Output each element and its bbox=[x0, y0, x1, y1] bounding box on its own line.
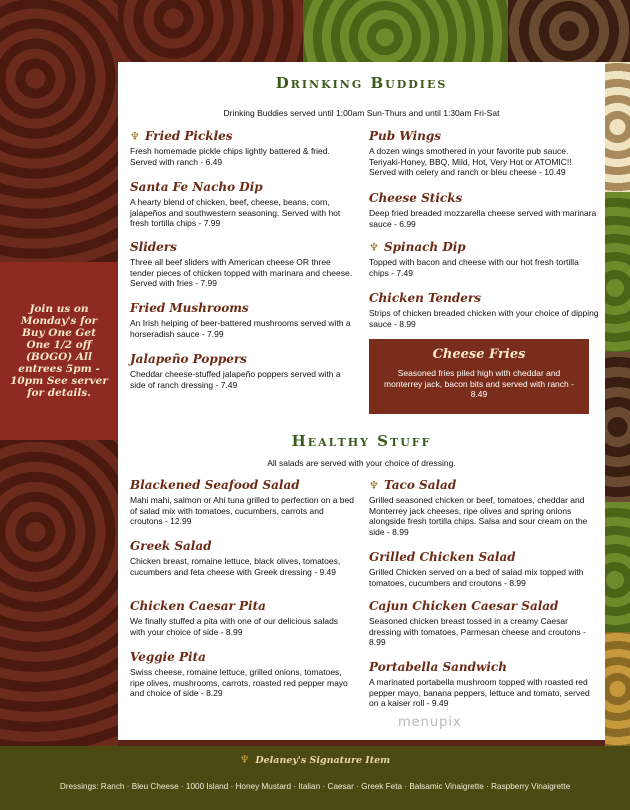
menu-item-greek-salad: Greek Salad Chicken breast, romaine lettuce, black olives, tomatoes, cucumbers and feta cheese with Greek dressing - 9.49 bbox=[130, 539, 341, 577]
bg-tile bbox=[303, 0, 508, 62]
drinking-buddies-title: Drinking Buddies bbox=[275, 74, 448, 92]
harp-icon: ♆ bbox=[130, 129, 140, 143]
menu-item-cheese-sticks: Cheese Sticks Deep fried breaded mozzarella cheese served with marinara sauce - 6.99 bbox=[369, 191, 597, 229]
menu-item-blackened-seafood-salad: Blackened Seafood Salad Mahi mahi, salmon or Ahi tuna grilled to perfection on a bed of salad mix with tomatoes, cucumbers, carrots and croutons - 12.99 bbox=[130, 478, 354, 526]
harp-icon: ♆ bbox=[239, 753, 250, 766]
menupix-watermark: menupix bbox=[398, 715, 462, 730]
bg-tile bbox=[605, 502, 630, 632]
bg-tile bbox=[605, 632, 630, 746]
harp-icon: ♆ bbox=[369, 478, 379, 492]
bg-tile bbox=[0, 0, 118, 262]
bg-tile bbox=[605, 352, 630, 502]
menu-item-veggie-pita: Veggie Pita Swiss cheese, romaine lettuce, grilled onions, tomatoes, ripe olives, mushrooms, carrots, roasted red pepper mayo and choice of side - 8.29 bbox=[130, 650, 348, 698]
menu-panel bbox=[118, 62, 605, 740]
feature-cheese-fries: Cheese Fries Seasoned fries piled high with cheddar and monterrey jack, bacon bits and served with ranch - 8.49 bbox=[369, 339, 589, 414]
menu-item-grilled-chicken-salad: Grilled Chicken Salad Grilled Chicken served on a bed of salad mix topped with tomatoes, cucumbers and croutons - 8.99 bbox=[369, 550, 584, 588]
healthy-stuff-title: Healthy Stuff bbox=[291, 432, 432, 450]
monday-bogo-promo bbox=[0, 262, 118, 440]
menu-item-santa-fe-nacho-dip: Santa Fe Nacho Dip A hearty blend of chicken, beef, cheese, beans, corn, jalapeños and southwestern seasoning. Served with hot fresh tortilla chips - 7.99 bbox=[130, 180, 341, 228]
signature-legend: ♆ Delaney's Signature Item bbox=[239, 753, 391, 766]
menu-item-chicken-tenders: Chicken Tenders Strips of chicken breaded chicken with your choice of dipping sauce - 8.99 bbox=[369, 291, 599, 329]
bg-tile bbox=[118, 0, 303, 62]
dressings-list: Dressings: Ranch · Bleu Cheese · 1000 Island · Honey Mustard · Italian · Caesar · Greek Feta · Balsamic Vinaigrette · Raspberry Vinaigrette bbox=[59, 782, 571, 791]
promo-text: Join us on Monday's for Buy One Get One 1/2 off (BOGO) All entrees 5pm - 10pm See server for details. bbox=[10, 303, 108, 399]
menu-item-sliders: Sliders Three all beef sliders with American cheese OR three tender pieces of chicken topped with marinara and cheese. Served with fries - 7.99 bbox=[130, 240, 353, 288]
bg-tile bbox=[605, 192, 630, 352]
menu-item-jalapeno-poppers: Jalapeño Poppers Cheddar cheese-stuffed jalapeño poppers served with a side of ranch dressing - 7.49 bbox=[130, 352, 341, 390]
menu-item-fried-pickles: ♆ Fried Pickles Fresh homemade pickle chips lightly battered & fried. Served with ranch - 6.49 bbox=[130, 129, 330, 167]
harp-icon: ♆ bbox=[369, 240, 379, 254]
menu-item-portabella-sandwich: Portabella Sandwich A marinated portabella mushroom topped with roasted red pepper mayo, banana peppers, lettuce and tomato, served on a kaiser roll - 9.49 bbox=[369, 660, 590, 708]
footer-bar bbox=[0, 746, 630, 810]
menu-item-fried-mushrooms: Fried Mushrooms An Irish helping of beer-battered mushrooms served with a horseradish sauce - 7.99 bbox=[130, 301, 351, 339]
menu-item-cajun-chicken-caesar-salad: Cajun Chicken Caesar Salad Seasoned chicken breast tossed in a creamy Caesar dressing with tomatoes, Parmesan cheese and croutons - 8.99 bbox=[369, 599, 586, 647]
drinking-buddies-subtitle: Drinking Buddies served until 1:00am Sun-Thurs and until 1:30am Fri-Sat bbox=[223, 108, 500, 118]
menu-item-chicken-caesar-pita: Chicken Caesar Pita We finally stuffed a pita with one of our delicious salads with your choice of side - 8.99 bbox=[130, 599, 339, 637]
bg-tile bbox=[0, 440, 118, 746]
menu-item-pub-wings: Pub Wings A dozen wings smothered in your favorite pub sauce. Teriyaki-Honey, BBQ, Mild, Hot, Very Hot or ATOMIC!! Served with celery and ranch or bleu cheese - 10.49 bbox=[369, 129, 572, 177]
healthy-stuff-subtitle: All salads are served with your choice of dressing. bbox=[267, 458, 456, 468]
bg-tile bbox=[508, 0, 630, 62]
menu-item-taco-salad: ♆ Taco Salad Grilled seasoned chicken or beef, tomatoes, cheddar and Monterrey jack cheeses, ripe olives and spring onions alongside fresh tortilla chips. Salsa and sour cream on the side - 8.99 bbox=[369, 478, 588, 537]
menu-item-spinach-dip: ♆ Spinach Dip Topped with bacon and cheese with our hot fresh tortilla chips - 7.49 bbox=[369, 240, 579, 278]
bg-tile bbox=[605, 62, 630, 192]
